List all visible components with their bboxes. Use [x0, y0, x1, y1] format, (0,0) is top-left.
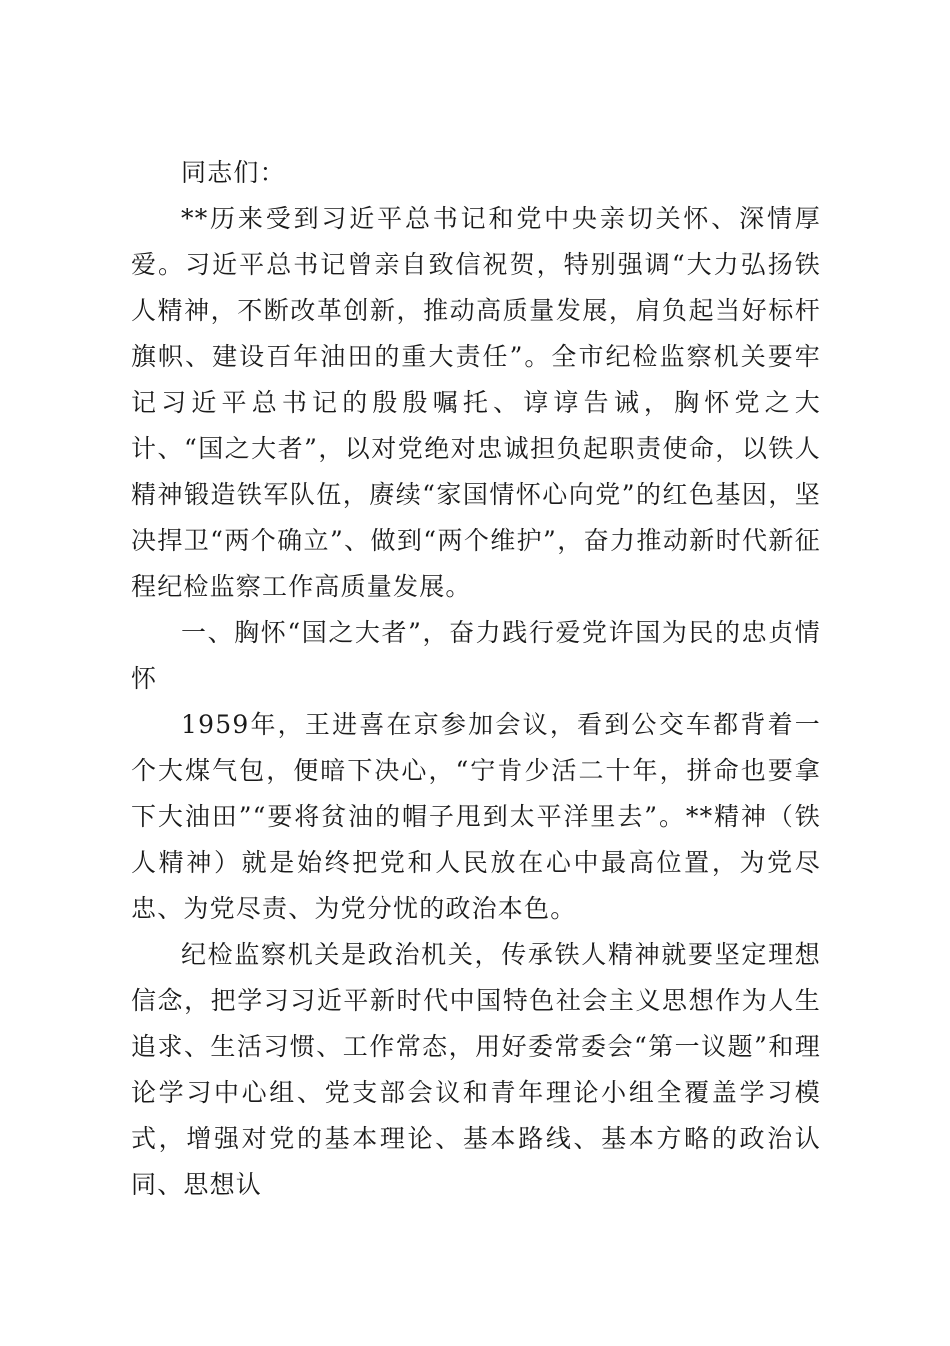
salutation: 同志们：	[181, 158, 286, 187]
paragraph-political: 纪检监察机关是政治机关，传承铁人精神就要坚定理想信念，把学习习近平新时代中国特色社会主义思想作为人生追求、生活习惯、工作常态，用好委常委会“第一议题”和理论学习中心组、党支部会议和青年理论小组全覆盖学习模式，增强对党的基本理论、基本路线、基本方略的政治认同、思想认	[131, 940, 821, 1199]
paragraph-intro: **历来受到习近平总书记和党中央亲切关怀、深情厚爱。习近平总书记曾亲自致信祝贺，特别强调“大力弘扬铁人精神，不断改革创新，推动高质量发展，肩负起当好标杆旗帜、建设百年油田的重大责任”。全市纪检监察机关要牢记习近平总书记的殷殷嘱托、谆谆告诫，胸怀党之大计、“国之大者”，以对党绝对忠诚担负起职责使命，以铁人精神锻造铁军队伍，赓续“家国情怀心向党”的红色基因，坚决捍卫“两个确立”、做到“两个维护”，奋力推动新时代新征程纪检监察工作高质量发展。	[131, 204, 821, 601]
paragraph-history: 1959年，王进喜在京参加会议，看到公交车都背着一个大煤气包，便暗下决心，“宁肯少活二十年，拼命也要拿下大油田”“要将贫油的帽子甩到太平洋里去”。**精神（铁人精神）就是始终把党和人民放在心中最高位置，为党尽忠、为党尽责、为党分忧的政治本色。	[131, 710, 821, 923]
section-heading: 一、胸怀“国之大者”，奋力践行爱党许国为民的忠贞情怀	[131, 618, 821, 693]
document-body	[131, 150, 821, 1208]
